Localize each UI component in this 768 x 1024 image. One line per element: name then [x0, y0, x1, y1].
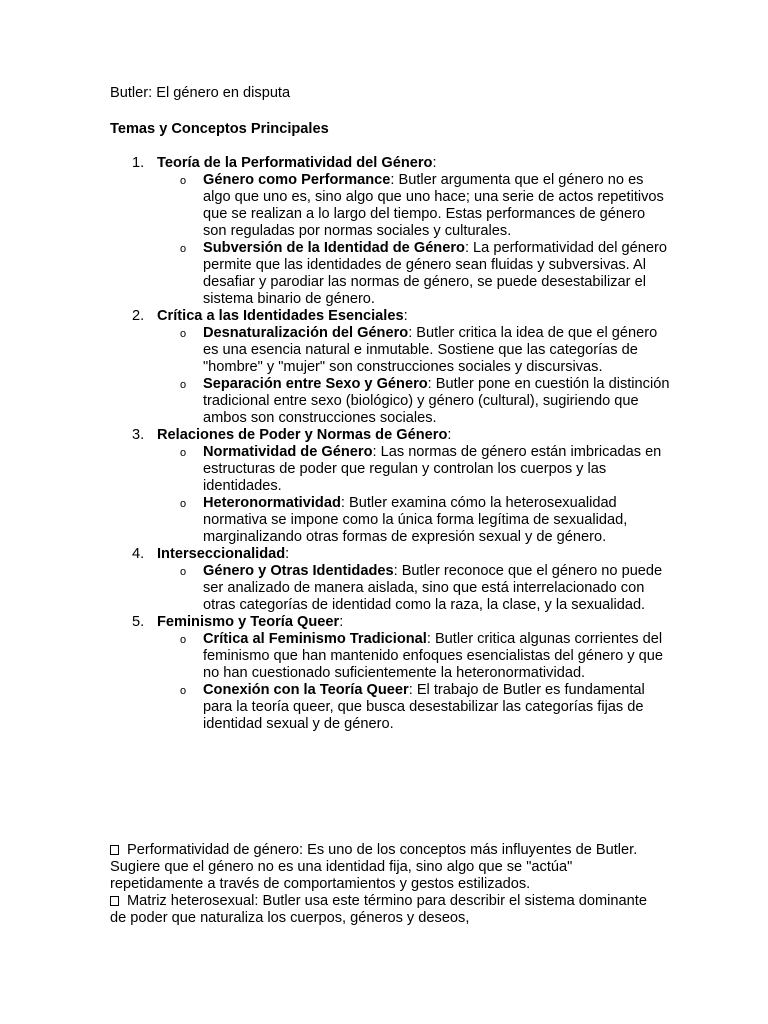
topic-title-text: Relaciones de Poder y Normas de Género	[157, 427, 448, 443]
topic-item	[110, 155, 670, 308]
sub-item-text: : Butler critica la idea de que el género es una esencia natural e inmutable. Sostiene que las categorías de "hombre" y "mujer" son construcciones sociales y discursivas.	[203, 325, 658, 375]
sub-item-text: : Butler reconoce que el género no puede ser analizado de manera aislada, sino que está interrelacionado con otras categorías de identidad como la raza, la clase, y la sexualidad.	[203, 563, 663, 613]
sub-item-text: : La performatividad del género permite que las identidades de género sean fluidas y subversivas. Al desafiar y parodiar las normas de género, se puede desestabilizar el sistema binario de género.	[203, 240, 667, 307]
sub-item	[157, 240, 670, 308]
sub-item-text: : Butler argumenta que el género no es algo que uno es, sino algo que uno hace; una serie de actos repetitivos que se realizan a lo largo del tiempo. Estas performances de género son reguladas por normas sociales y culturales.	[203, 172, 664, 239]
sub-item-text: : Butler examina cómo la heterosexualidad normativa se impone como la única forma legítima de sexualidad, marginalizando otras formas de expresión sexual y de género.	[203, 495, 628, 545]
sub-item	[157, 563, 670, 614]
sub-item	[157, 376, 670, 427]
circle-bullet-icon: o	[180, 498, 187, 510]
sub-item-term: Desnaturalización del Género	[203, 325, 409, 341]
topic-number: 4.	[132, 546, 145, 562]
sub-item-text: : Butler pone en cuestión la distinción tradicional entre sexo (biológico) y género (cultural), sugiriendo que ambos son construcciones sociales.	[203, 376, 670, 426]
topic-title: Relaciones de Poder y Normas de Género:	[157, 427, 452, 443]
sub-item-text: : El trabajo de Butler es fundamental para la teoría queer, que busca desestabilizar las categorías fijas de identidad sexual y de género.	[203, 682, 645, 732]
topic-item	[110, 614, 670, 733]
topic-item	[110, 308, 670, 427]
circle-bullet-icon: o	[180, 685, 187, 697]
sub-item	[157, 682, 670, 733]
sub-item-term: Género como Performance	[203, 172, 391, 188]
sub-item-term: Conexión con la Teoría Queer	[203, 682, 409, 698]
circle-bullet-icon: o	[180, 634, 187, 646]
topic-item	[110, 546, 670, 614]
topic-title: Teoría de la Performatividad del Género:	[157, 155, 437, 171]
topic-title-text: Teoría de la Performatividad del Género	[157, 155, 433, 171]
topic-item	[110, 427, 670, 546]
circle-bullet-icon: o	[180, 175, 187, 187]
sub-item-text: : Butler critica algunas corrientes del feminismo que han mantenido enfoques esencialistas del género y que no han cuestionado suficientemente la heteronormatividad.	[203, 631, 664, 681]
placeholder-box-icon	[110, 845, 119, 855]
topic-number: 1.	[132, 155, 145, 171]
circle-bullet-icon: o	[180, 328, 187, 340]
topic-number: 2.	[132, 308, 145, 324]
note-text: Performatividad de género: Es uno de los conceptos más influyentes de Butler. Sugiere que el género no es una identidad fija, sino algo que se "actúa" repetidamente a través de comportamientos y gestos estilizados.	[110, 842, 638, 892]
sub-item-term: Crítica al Feminismo Tradicional	[203, 631, 427, 647]
sub-item-term: Normatividad de Género	[203, 444, 373, 460]
circle-bullet-icon: o	[180, 566, 187, 578]
sub-item	[157, 444, 670, 495]
topic-number: 5.	[132, 614, 145, 630]
notes-section	[110, 842, 650, 927]
sub-item	[157, 495, 670, 546]
topic-title-text: Crítica a las Identidades Esenciales	[157, 308, 404, 324]
topic-title: Feminismo y Teoría Queer:	[157, 614, 344, 630]
note-text: Matriz heterosexual: Butler usa este término para describir el sistema dominante de poder que naturaliza los cuerpos, géneros y deseos,	[110, 893, 647, 926]
sub-item	[157, 172, 670, 240]
circle-bullet-icon: o	[180, 447, 187, 459]
document-title: Butler: El género en disputa	[110, 85, 291, 101]
topics-list	[110, 155, 670, 733]
sub-item	[157, 631, 670, 682]
circle-bullet-icon: o	[180, 379, 187, 391]
topic-title-text: Interseccionalidad	[157, 546, 286, 562]
sub-item-term: Separación entre Sexo y Género	[203, 376, 428, 392]
circle-bullet-icon: o	[180, 243, 187, 255]
sub-item-term: Género y Otras Identidades	[203, 563, 394, 579]
section-heading: Temas y Conceptos Principales	[110, 121, 329, 137]
sub-item	[157, 325, 670, 376]
note-paragraph	[110, 893, 650, 927]
sub-item-text: : Las normas de género están imbricadas en estructuras de poder que regulan y controlan los cuerpos y las identidades.	[203, 444, 662, 494]
placeholder-box-icon	[110, 896, 119, 906]
note-paragraph	[110, 842, 650, 893]
sub-item-term: Heteronormatividad	[203, 495, 341, 511]
topic-title: Interseccionalidad:	[157, 546, 290, 562]
topic-title-text: Feminismo y Teoría Queer	[157, 614, 340, 630]
topic-number: 3.	[132, 427, 145, 443]
sub-item-term: Subversión de la Identidad de Género	[203, 240, 465, 256]
topic-title: Crítica a las Identidades Esenciales:	[157, 308, 408, 324]
